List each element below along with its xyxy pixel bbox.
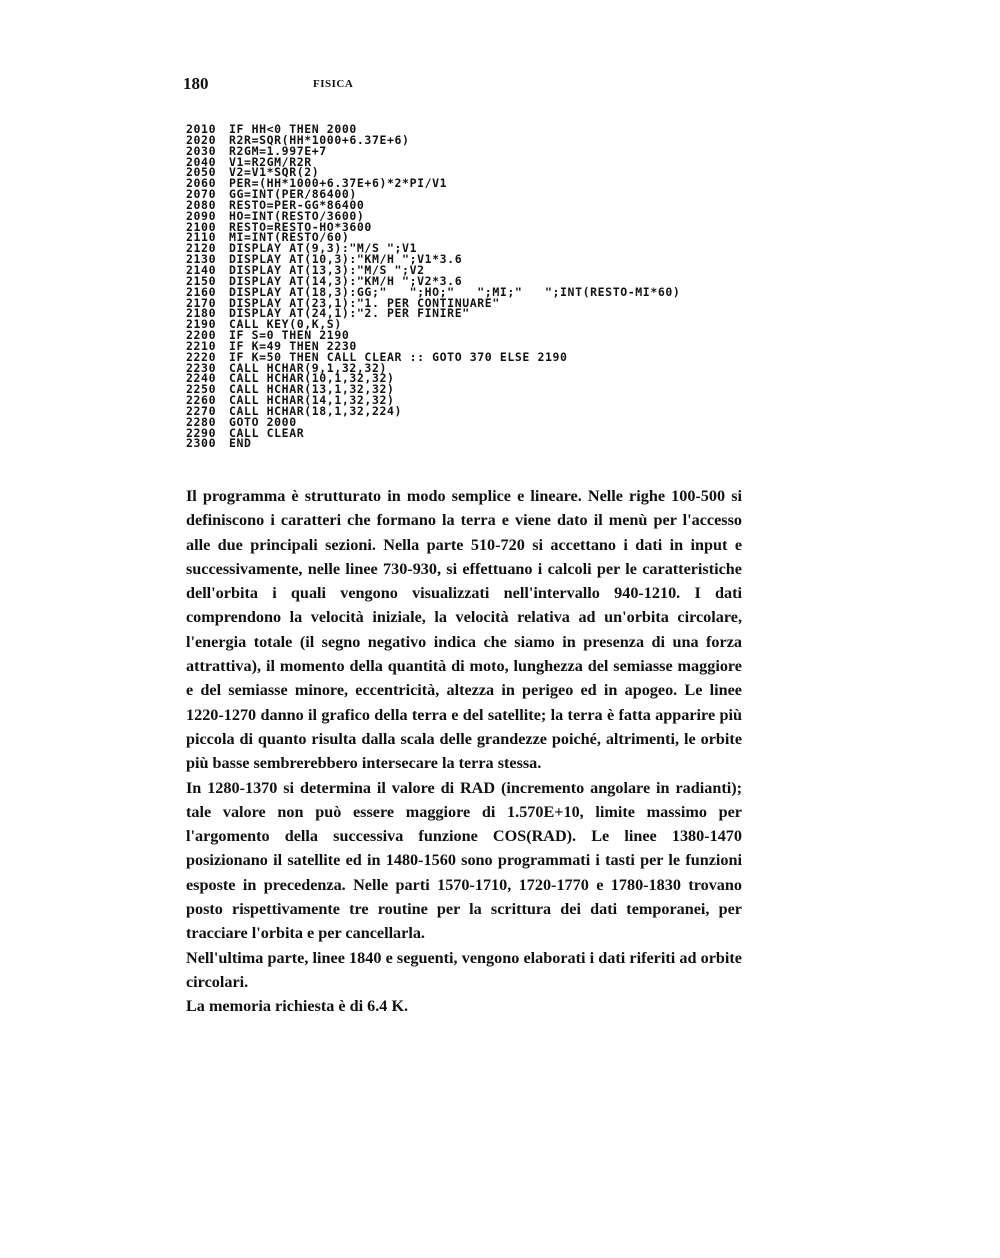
- code-line-number: 2240: [186, 371, 217, 386]
- code-statement: DISPLAY AT(9,3):"M/S ";V1: [229, 241, 418, 256]
- code-statement: DISPLAY AT(13,3):"M/S ";V2: [229, 262, 425, 277]
- code-line-number: 2180: [186, 306, 217, 321]
- paragraph: In 1280-1370 si determina il valore di RAD (incremento angolare in radianti); tale valore non può essere maggiore di 1.570E+10, limite massimo per l'argomento della successiva funzione COS(RAD). Le linee 1380-1470 posizionano il satellite ed in 1480-1560 sono programmati i tasti per le funzioni esposte in precedenza. Nelle parti 1570-1710, 1720-1770 e 1780-1830 trovano posto rispettivamente tre routine per la scrittura dei dati temporanei, per tracciare l'orbita e per cancellarla.: [186, 778, 742, 943]
- code-statement: IF S=0 THEN 2190: [229, 328, 350, 343]
- code-listing: [186, 124, 680, 449]
- code-line-number: 2250: [186, 382, 217, 397]
- code-line-number: 2280: [186, 414, 217, 429]
- body-text: [186, 484, 742, 1019]
- code-statement: END: [229, 436, 252, 451]
- code-statement: PER=(HH*1000+6.37E+6)*2*PI/V1: [229, 176, 448, 191]
- code-statement: V2=V1*SQR(2): [229, 165, 320, 180]
- code-line-number: 2070: [186, 187, 217, 202]
- code-line: [186, 425, 680, 440]
- code-statement: R2R=SQR(HH*1000+6.37E+6): [229, 132, 410, 147]
- code-statement: DISPLAY AT(14,3):"KM/H ";V2*3.6: [229, 273, 463, 288]
- code-line-number: 2110: [186, 230, 217, 245]
- code-statement: IF K=50 THEN CALL CLEAR :: GOTO 370 ELSE 2190: [229, 349, 568, 364]
- code-line-number: 2010: [186, 122, 217, 136]
- code-line-number: 2260: [186, 393, 217, 408]
- code-statement: CALL KEY(0,K,S): [229, 317, 342, 332]
- code-statement: IF HH<0 THEN 2000: [229, 122, 357, 136]
- code-line-number: 2130: [186, 252, 217, 267]
- code-statement: CALL HCHAR(10,1,32,32): [229, 371, 395, 386]
- code-line-number: 2190: [186, 317, 217, 332]
- code-line-number: 2300: [186, 436, 217, 451]
- code-statement: DISPLAY AT(10,3):"KM/H ";V1*3.6: [229, 252, 463, 267]
- code-line-number: 2030: [186, 143, 217, 158]
- code-line-number: 2220: [186, 349, 217, 364]
- code-statement: DISPLAY AT(24,1):"2. PER FINIRE": [229, 306, 470, 321]
- code-line-number: 2200: [186, 328, 217, 343]
- code-line-number: 2140: [186, 262, 217, 277]
- code-statement: CALL HCHAR(14,1,32,32): [229, 393, 395, 408]
- code-line-number: 2020: [186, 132, 217, 147]
- code-line-number: 2120: [186, 241, 217, 256]
- code-line-number: 2100: [186, 219, 217, 234]
- code-line-number: 2230: [186, 360, 217, 375]
- code-statement: DISPLAY AT(18,3):GG;" ";HO;" ";MI;" ";INT(RESTO-MI*60): [229, 284, 681, 299]
- code-statement: CALL HCHAR(9,1,32,32): [229, 360, 387, 375]
- code-statement: CALL HCHAR(18,1,32,224): [229, 403, 403, 418]
- code-statement: HO=INT(RESTO/3600): [229, 208, 365, 223]
- code-statement: R2GM=1.997E+7: [229, 143, 327, 158]
- code-line-number: 2040: [186, 154, 217, 169]
- code-line-number: 2170: [186, 295, 217, 310]
- code-statement: GOTO 2000: [229, 414, 297, 429]
- page-number: 180: [183, 74, 209, 93]
- code-statement: GG=INT(PER/86400): [229, 187, 357, 202]
- running-head: FISICA: [313, 78, 354, 90]
- code-statement: MI=INT(RESTO/60): [229, 230, 350, 245]
- code-line-number: 2090: [186, 208, 217, 223]
- code-statement: CALL CLEAR: [229, 425, 305, 440]
- code-line-number: 2050: [186, 165, 217, 180]
- code-line-number: 2060: [186, 176, 217, 191]
- code-statement: V1=R2GM/R2R: [229, 154, 312, 169]
- paragraph: Nell'ultima parte, linee 1840 e seguenti, vengono elaborati i dati riferiti ad orbite circolari.: [186, 948, 742, 991]
- paragraph: La memoria richiesta è di 6.4 K.: [186, 997, 409, 1016]
- paragraph: Il programma è strutturato in modo semplice e lineare. Nelle righe 100-500 si definiscono i caratteri che formano la terra e viene dato il menù per l'accesso alle due principali sezioni. Nella parte 510-720 si accettano i dati in input e successivamente, nelle linee 730-930, si effettuano i calcoli per le caratteristiche dell'orbita i quali vengono visualizzati nell'intervallo 940-1210. I dati comprendono la velocità iniziale, la velocità relativa ad un'orbita circolare, l'energia totale (il segno negativo indica che siamo in presenza di una forza attrattiva), il momento della quantità di moto, lunghezza del semiasse maggiore e del semiasse minore, eccentricità, altezza in perigeo ed in apogeo. Le linee 1220-1270 danno il grafico della terra e del satellite; la terra è fatta apparire più piccola di quanto risulta dalla scala delle grandezze poiché, altrimenti, le orbite più basse sembrerebbero intersecare la terra stessa.: [186, 487, 742, 773]
- code-statement: CALL HCHAR(13,1,32,32): [229, 382, 395, 397]
- code-line-number: 2080: [186, 197, 217, 212]
- code-line-number: 2290: [186, 425, 217, 440]
- code-line-number: 2210: [186, 338, 217, 353]
- code-line-number: 2150: [186, 273, 217, 288]
- code-statement: RESTO=PER-GG*86400: [229, 197, 365, 212]
- code-line-number: 2270: [186, 403, 217, 418]
- code-line: [186, 438, 680, 449]
- code-statement: IF K=49 THEN 2230: [229, 338, 357, 353]
- code-line-number: 2160: [186, 284, 217, 299]
- code-statement: DISPLAY AT(23,1):"1. PER CONTINUARE": [229, 295, 500, 310]
- code-statement: RESTO=RESTO-HO*3600: [229, 219, 372, 234]
